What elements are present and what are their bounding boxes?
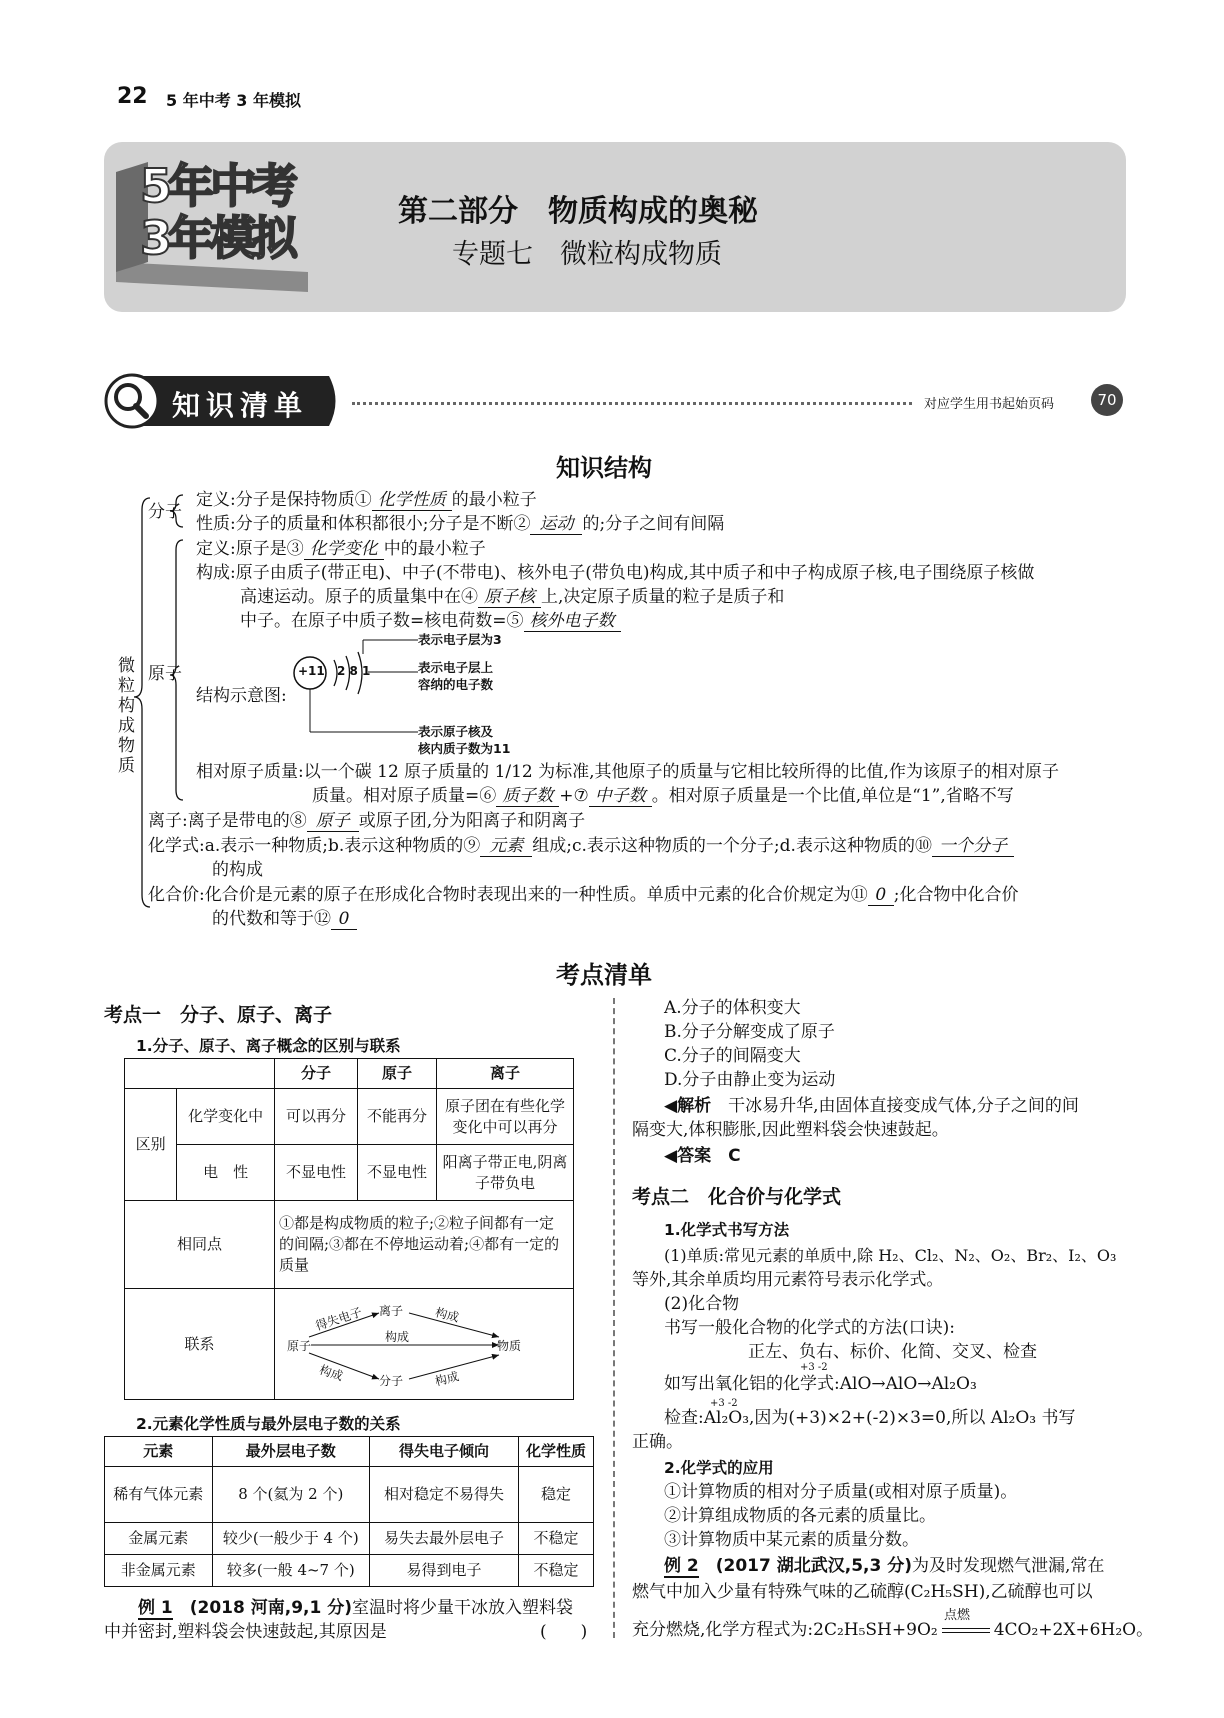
equals-sign xyxy=(942,1628,990,1633)
answer-icon: ◀ xyxy=(664,1146,678,1166)
ion-line: 离子:离子是带电的⑧ 原子 或原子团,分为阳离子和阴离子 xyxy=(148,811,586,831)
topic-title: 专题七 微粒构成物质 xyxy=(452,239,722,270)
molecule-label: 分子 xyxy=(148,502,182,522)
book-title: 5 年中考 3 年模拟 xyxy=(166,91,301,110)
exam-heading: 考点清单 xyxy=(556,961,652,989)
nucleus-charge: +11 xyxy=(298,664,325,678)
logo-line1: 5年中考 xyxy=(140,159,295,213)
rel-substance: 物质 xyxy=(496,1339,521,1353)
note-nucleus-2: 核内质子数为11 xyxy=(418,741,511,756)
section-header xyxy=(104,372,1126,430)
example1-line1: 例 1 (2018 河南,9,1 分)室温时将少量干冰放入塑料袋 xyxy=(138,1598,574,1618)
dotted-divider xyxy=(352,402,912,405)
p-correct: 正确。 xyxy=(632,1432,683,1452)
analysis-line1: ◀解析 干冰易升华,由固体直接变成气体,分子之间的间 xyxy=(664,1096,1079,1116)
option-b: B.分子分解变成了原子 xyxy=(664,1022,835,1042)
point2-sub2: 2.化学式的应用 xyxy=(664,1459,774,1477)
column-divider xyxy=(613,998,615,1638)
atom-definition: 定义:原子是③ 化学变化 中的最小粒子 xyxy=(196,539,486,559)
note-layers: 表示电子层为3 xyxy=(418,632,502,647)
page-number: 22 xyxy=(117,84,148,109)
part-title: 第二部分 物质构成的奥秘 xyxy=(398,194,758,229)
point1-sub2: 2.元素化学性质与最外层电子数的关系 xyxy=(136,1415,401,1433)
concept-table: 分子 原子 离子 区别 化学变化中 可以再分 不能再分 原子团在有些化学变化中可以再分 电 性 不显电性 不显电性 阳离子带正电,阴离子带负电 相同点 ①都是构成物质的粒子;②粒子间都有一定的间隔;③都在不停地运动着;④都有一定的质量 联系 原子 离子 分子 物质 得失电子 构成 构成 构成 构成 xyxy=(124,1058,574,1400)
example1-paren: ( ) xyxy=(540,1622,588,1642)
analysis-line2: 隔变大,体积膨胀,因此塑料袋会快速鼓起。 xyxy=(632,1120,949,1140)
atom-composition-2: 高速运动。原子的质量集中在④ 原子核 上,决定原子质量的粒子是质子和 xyxy=(240,587,785,607)
section-title: 知识清单 xyxy=(172,389,309,422)
rel-molecule: 分子 xyxy=(378,1374,403,1388)
rel-ion: 离子 xyxy=(378,1304,403,1318)
atom-composition-1: 构成:原子由质子(带正电)、中子(不带电)、核外电子(带负电)构成,其中质子和中子构成原子核,电子围绕原子核做 xyxy=(196,563,1035,583)
point1-sub1: 1.分子、原子、离子概念的区别与联系 xyxy=(136,1037,401,1055)
rel-compose-2: 构成 xyxy=(384,1330,409,1344)
p-check: 检查:Al₂O₃,因为(+3)×2+(-2)×3=0,所以 Al₂O₃ 书写 xyxy=(664,1408,1076,1428)
atom-label: 原子 xyxy=(148,664,182,684)
note-nucleus-1: 表示原子核及 xyxy=(418,724,494,739)
page-ref-badge: 70 xyxy=(1091,384,1123,416)
relative-mass-1: 相对原子质量:以一个碳 12 原子质量的 1/12 为标准,其他原子的质量与它相比较所得的比值,作为该原子的相对原子 xyxy=(196,762,1059,782)
atom-structure-diagram xyxy=(288,636,428,746)
example2-line1: 例 2 (2017 湖北武汉,5,3 分)为及时发现燃气泄漏,常在 xyxy=(664,1556,1105,1576)
reaction-condition: 点燃 xyxy=(944,1608,971,1623)
p-simple-1: (1)单质:常见元素的单质中,除 H₂、Cl₂、N₂、O₂、Br₂、I₂、O₃ xyxy=(664,1246,1117,1265)
p-mnemonic: 正左、负右、标价、化简、交叉、检查 xyxy=(748,1342,1037,1362)
use-1: ①计算物质的相对分子质量(或相对原子质量)。 xyxy=(664,1482,1018,1502)
answer-line: ◀答案 C xyxy=(664,1146,741,1166)
molecule-definition: 定义:分子是保持物质① 化学性质 的最小粒子 xyxy=(196,490,537,510)
formula-line-2: 的构成 xyxy=(212,860,263,880)
knowledge-heading: 知识结构 xyxy=(556,454,652,482)
option-d: D.分子由静止变为运动 xyxy=(664,1070,836,1090)
p-alumina-example: 如写出氧化铝的化学式:AlO→AlO→Al₂O₃ xyxy=(664,1374,977,1394)
atom-composition-3: 中子。在原子中质子数=核电荷数=⑤ 核外电子数 xyxy=(240,610,621,632)
example1-line2: 中并密封,塑料袋会快速鼓起,其原因是 xyxy=(104,1622,387,1642)
page-ref-label: 对应学生用书起始页码 xyxy=(924,397,1055,412)
example2-line3: 充分燃烧,化学方程式为:2C₂H₅SH+9O₂ 4CO₂+2X+6H₂O。 xyxy=(632,1620,1154,1640)
valence-sup-2: +3 -2 xyxy=(710,1398,738,1409)
p-simple-2: 等外,其余单质均用元素符号表示化学式。 xyxy=(632,1270,944,1290)
p-mnemonic-intro: 书写一般化合物的化学式的方法(口诀): xyxy=(664,1318,955,1338)
point2-title: 考点二 化合价与化学式 xyxy=(632,1186,842,1208)
analysis-icon: ◀ xyxy=(664,1096,678,1116)
note-capacity-1: 表示电子层上 xyxy=(418,660,494,675)
example2-line2: 燃气中加入少量有特殊气味的乙硫醇(C₂H₅SH),乙硫醇也可以 xyxy=(632,1582,1093,1602)
root-label: 微粒构成物质 xyxy=(118,656,135,776)
valence-sup-1: +3 -2 xyxy=(800,1362,828,1373)
molecule-property: 性质:分子的质量和体积都很小;分子是不断② 运动 的;分子之间有间隔 xyxy=(196,514,725,534)
point2-sub1: 1.化学式书写方法 xyxy=(664,1221,790,1239)
use-3: ③计算物质中某元素的质量分数。 xyxy=(664,1530,919,1550)
valence-line-2: 的代数和等于⑫ 0 xyxy=(212,908,357,930)
electron-shells: 2 8 1 xyxy=(337,664,371,678)
relative-mass-2: 质量。相对原子质量=⑥ 质子数 +⑦ 中子数 。相对原子质量是一个比值,单位是“1”,省略不写 xyxy=(312,786,1014,806)
option-c: C.分子的间隔变大 xyxy=(664,1046,801,1066)
rel-atom: 原子 xyxy=(286,1339,311,1353)
diagram-label: 结构示意图: xyxy=(196,686,287,706)
point1-title: 考点一 分子、原子、离子 xyxy=(104,1004,333,1026)
element-table: 元素 最外层电子数 得失电子倾向 化学性质 稀有气体元素 8 个(氦为 2 个) 相对稳定不易得失 稳定 金属元素 较少(一般少于 4 个) 易失去最外层电子 不稳定 非金属元素 较多(一般 4~7 个) 易得到电子 不稳定 xyxy=(104,1436,594,1587)
use-2: ②计算组成物质的各元素的质量比。 xyxy=(664,1506,936,1526)
p-compound: (2)化合物 xyxy=(664,1294,740,1314)
rel-compose-1: 构成 xyxy=(433,1305,461,1325)
rel-compose-3: 构成 xyxy=(317,1362,345,1384)
option-a: A.分子的体积变大 xyxy=(664,998,801,1018)
rel-compose-4: 构成 xyxy=(433,1369,461,1389)
note-capacity-2: 容纳的电子数 xyxy=(418,677,494,692)
formula-line: 化学式:a.表示一种物质;b.表示这种物质的⑨ 元素 组成;c.表示这种物质的一个分子;d.表示这种物质的⑩ 一个分子 xyxy=(148,835,1014,857)
logo-line2: 3年模拟 xyxy=(140,211,295,265)
rel-lose-gain: 得失电子 xyxy=(313,1304,364,1334)
valence-line: 化合价:化合价是元素的原子在形成化合物时表现出来的一种性质。单质中元素的化合价规定为⑪ 0 ;化合物中化合价 xyxy=(148,885,1019,905)
